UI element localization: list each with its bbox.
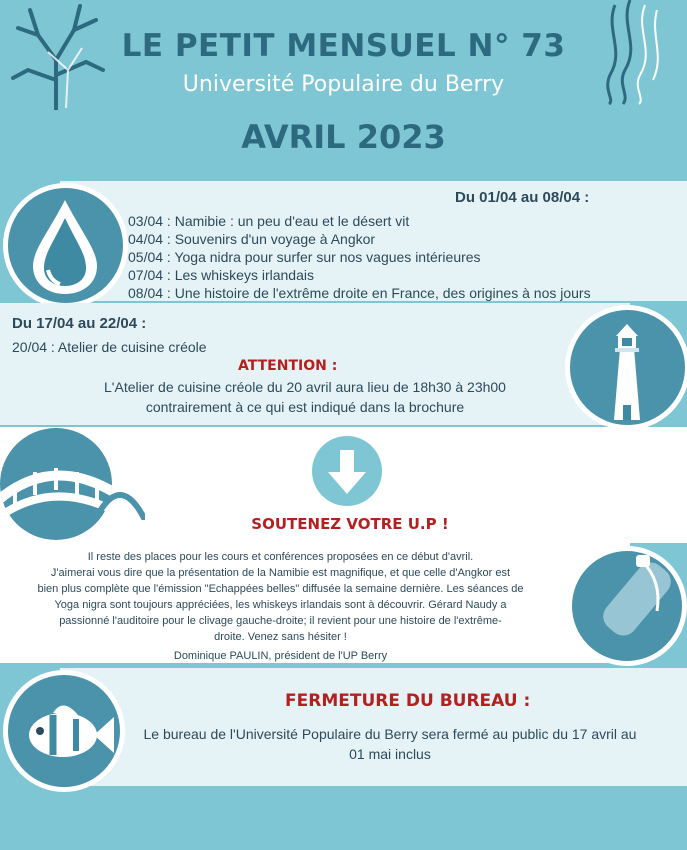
lighthouse-icon — [565, 305, 687, 430]
list-item: 05/04 : Yoga nidra pour surfer sur nos vagues intérieures — [128, 249, 481, 265]
support-heading: SOUTENEZ VOTRE U.P ! — [251, 515, 449, 533]
bottle-icon — [567, 546, 687, 666]
newsletter-title: LE PETIT MENSUEL N° 73 — [121, 28, 566, 64]
attention-label: ATTENTION : — [238, 358, 338, 374]
signature: Dominique PAULIN, président de l'UP Berry — [173, 650, 388, 662]
list-item: 04/04 : Souvenirs d'un voyage à Angkor — [128, 231, 376, 247]
closure-heading: FERMETURE DU BUREAU : — [285, 691, 531, 711]
arrow-down-icon — [312, 436, 382, 506]
list-item: 07/04 : Les whiskeys irlandais — [128, 267, 314, 283]
list-item: 08/04 : Une histoire de l'extrême droite en France, des origines à nos jours — [128, 285, 591, 301]
week2-item: 20/04 : Atelier de cuisine créole — [12, 339, 207, 355]
closure-text: Le bureau de l'Université Populaire du Berry sera fermé au public du 17 avril au 01 mai inclus — [143, 726, 637, 762]
attention-text: L'Atelier de cuisine créole du 20 avril aura lieu de 18h30 à 23h00 contrairement à ce qui est indiqué dans la brochure — [104, 379, 506, 415]
list-item: 03/04 : Namibie : un peu d'eau et le désert vit — [128, 213, 410, 229]
newsletter-subtitle: Université Populaire du Berry — [182, 72, 505, 97]
week1-list — [128, 212, 591, 302]
support-body: Il reste des places pour les cours et conférences proposées en ce début d'avril. J'aimerai vous dire que la présentation de la Namibie est magnifique, et que celle d'Angkor est bien plus complète que l'émission "Echappées belles" diffusée la semaine dernière. Les séances de Yoga nigra sont toujours appréciées, les whiskeys irlandais sont à découvrir. Gérard Naudy a passionné l'auditoire pour le clivage gauche-droite; il revient pour une histoire de l'extrême- droite. Venez sans hésiter ! — [37, 551, 524, 643]
water-drop-icon — [3, 183, 128, 308]
week1-heading: Du 01/04 au 08/04 : — [455, 189, 590, 206]
newsletter-month: AVRIL 2023 — [241, 118, 446, 156]
week2-heading: Du 17/04 au 22/04 : — [12, 315, 147, 332]
clownfish-icon — [3, 670, 125, 792]
